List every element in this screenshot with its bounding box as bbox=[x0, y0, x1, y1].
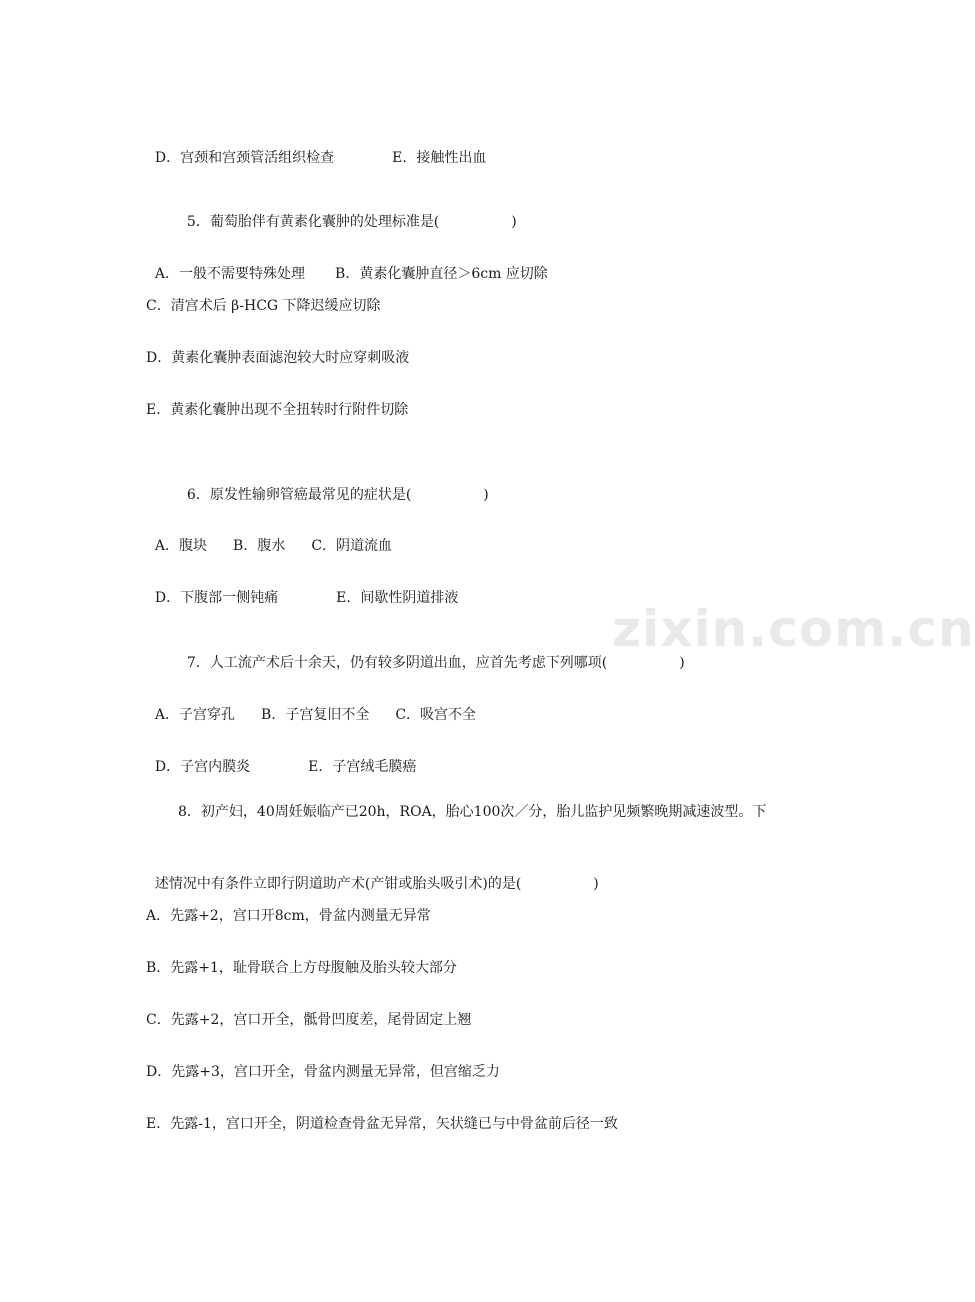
question-text: 6．原发性输卵管癌最常见的症状是( bbox=[186, 487, 412, 503]
option-a: A．子宫穿孔 bbox=[154, 707, 236, 723]
option-a: A．一般不需要特殊处理 bbox=[154, 266, 306, 282]
option-c: C．先露+2，宫口开全，骶骨凹度差，尾骨固定上翘 bbox=[146, 1012, 472, 1028]
option-c: C．阴道流血 bbox=[311, 538, 393, 554]
question-6 bbox=[178, 465, 489, 505]
option-b: B．黄素化囊肿直径＞6cm 应切除 bbox=[335, 266, 548, 282]
question-7 bbox=[178, 633, 685, 673]
answer-paren-close: ) bbox=[679, 655, 685, 671]
answer-paren-close: ) bbox=[511, 214, 517, 230]
option-a: A．先露+2，宫口开8cm，骨盆内测量无异常 bbox=[146, 908, 431, 924]
watermark: zixin.com.cn bbox=[612, 600, 975, 658]
option-b: B．先露+1，耻骨联合上方母腹触及胎头较大部分 bbox=[146, 960, 457, 976]
option-line bbox=[146, 244, 548, 284]
option-b: B．腹水 bbox=[233, 538, 286, 554]
option-e: E．黄素化囊肿出现不全扭转时行附件切除 bbox=[146, 402, 409, 418]
option-line bbox=[146, 128, 486, 168]
question-8-line-2 bbox=[146, 854, 599, 894]
option-line bbox=[146, 737, 416, 777]
option-a: A．腹块 bbox=[154, 538, 208, 554]
question-text: 5．葡萄胎伴有黄素化囊肿的处理标准是( bbox=[186, 214, 440, 230]
option-c: C．清宫术后 β-HCG 下降迟缓应切除 bbox=[146, 298, 381, 314]
question-text: 7．人工流产术后十余天，仍有较多阴道出血，应首先考虑下列哪项( bbox=[186, 655, 608, 671]
question-5 bbox=[178, 192, 517, 232]
option-e: E．子宫绒毛膜癌 bbox=[308, 759, 417, 775]
option-line bbox=[146, 516, 392, 556]
option-b: B．子宫复旧不全 bbox=[261, 707, 370, 723]
option-line bbox=[146, 685, 476, 725]
option-c: C．吸宫不全 bbox=[395, 707, 477, 723]
option-d: D．先露+3，宫口开全，骨盆内测量无异常，但宫缩乏力 bbox=[146, 1064, 500, 1080]
question-8-line-1: 8．初产妇，40周妊娠临产已20h，ROA，胎心100次／分，胎儿监护见频繁晚期减速波型。下 bbox=[178, 804, 767, 820]
option-d: D．下腹部一侧钝痛 bbox=[154, 590, 279, 606]
question-text: 述情况中有条件立即行阴道助产术(产钳或胎头吸引术)的是( bbox=[154, 876, 522, 892]
option-d: D．黄素化囊肿表面滤泡较大时应穿刺吸液 bbox=[146, 350, 410, 366]
option-line bbox=[146, 568, 458, 608]
option-d: D．宫颈和宫颈管活组织检查 bbox=[154, 150, 335, 166]
option-d: D．子宫内膜炎 bbox=[154, 759, 251, 775]
option-e: E．接触性出血 bbox=[392, 150, 487, 166]
answer-paren-close: ) bbox=[593, 876, 599, 892]
option-e: E．间歇性阴道排液 bbox=[336, 590, 459, 606]
answer-paren-close: ) bbox=[483, 487, 489, 503]
option-e: E．先露-1，宫口开全，阴道检查骨盆无异常，矢状缝已与中骨盆前后径一致 bbox=[146, 1116, 618, 1132]
